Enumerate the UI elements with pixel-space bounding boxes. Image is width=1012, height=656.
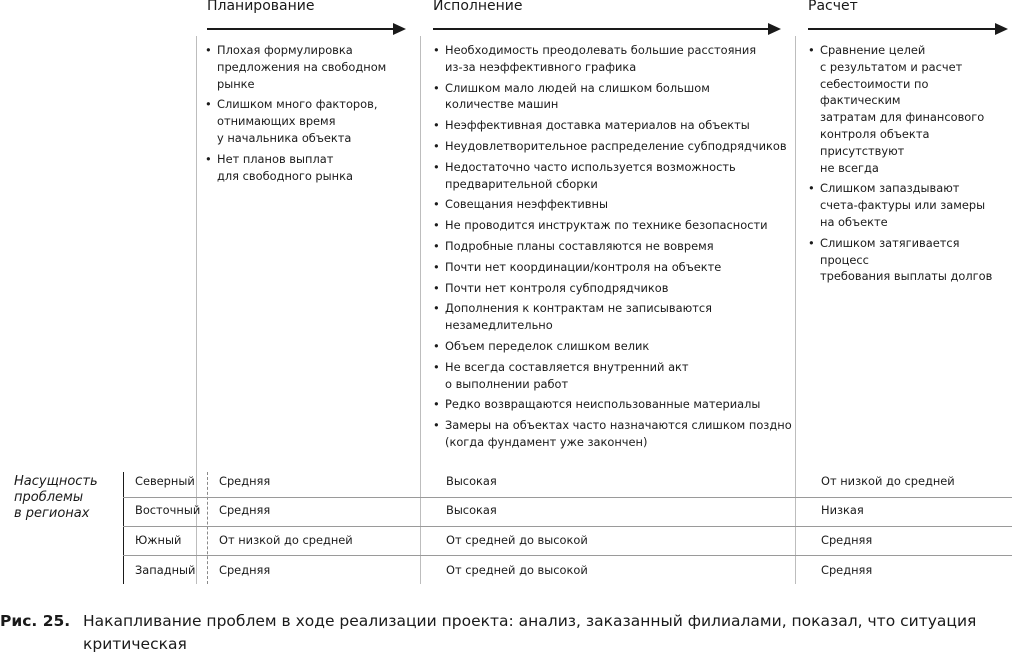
list-item: • Редко возвращаются неиспользованные материалы	[432, 396, 792, 413]
phase-arrow-execution-line	[433, 28, 768, 30]
row-divider	[123, 497, 1012, 498]
figure-caption-line1: Накапливание проблем в ходе реализации проекта: анализ, заказанный филиалами, показал, что ситуация	[83, 612, 977, 630]
urgency-planning: Средняя	[219, 474, 271, 488]
list-item: • Неэффективная доставка материалов на объекты	[432, 117, 792, 134]
column-separator	[420, 36, 421, 584]
problem-list-planning	[204, 42, 414, 188]
region-name: Восточный	[135, 503, 201, 517]
urgency-execution: Высокая	[446, 474, 497, 488]
list-item: • Почти нет контроля субподрядчиков	[432, 280, 792, 297]
row-divider	[123, 526, 1012, 527]
list-item: • Слишком мало людей на слишком большом количестве машин	[432, 80, 792, 114]
list-item: • Слишком много факторов, отнимающих время у начальника объекта	[204, 96, 414, 146]
urgency-execution: От средней до высокой	[446, 563, 588, 577]
table-row	[0, 533, 1012, 549]
list-item: • Слишком затягивается процесс требования выплаты долгов	[807, 235, 1012, 285]
urgency-planning: Средняя	[219, 503, 271, 517]
table-row	[0, 474, 1012, 490]
urgency-settlement: От низкой до средней	[821, 474, 955, 488]
list-item: • Недостаточно часто используется возможность предварительной сборки	[432, 159, 792, 193]
region-name: Южный	[135, 533, 182, 547]
urgency-execution: От средней до высокой	[446, 533, 588, 547]
table-row	[0, 563, 1012, 579]
phase-title-execution: Исполнение	[433, 0, 523, 14]
urgency-label: Насущность проблемы в регионах	[14, 474, 98, 521]
column-separator	[795, 36, 796, 584]
list-item: • Слишком запаздывают счета-фактуры или замеры на объекте	[807, 180, 1012, 230]
arrow-right-icon	[768, 23, 781, 35]
phase-arrow-planning-line	[207, 28, 393, 30]
urgency-execution: Высокая	[446, 503, 497, 517]
arrow-right-icon	[393, 23, 406, 35]
phase-arrow-settlement-line	[808, 28, 995, 30]
list-item: • Дополнения к контрактам не записываются незамедлительно	[432, 300, 792, 334]
list-item: • Подробные планы составляются не вовремя	[432, 238, 792, 255]
region-name: Западный	[135, 563, 196, 577]
problem-list-settlement	[807, 42, 1012, 289]
urgency-settlement: Низкая	[821, 503, 864, 517]
list-item: • Совещания неэффективны	[432, 196, 792, 213]
table-row	[0, 503, 1012, 519]
list-item: • Почти нет координации/контроля на объекте	[432, 259, 792, 276]
urgency-planning: Средняя	[219, 563, 271, 577]
list-item: • Нет планов выплат для свободного рынка	[204, 151, 414, 185]
list-item: • Не проводится инструктаж по технике безопасности	[432, 217, 792, 234]
figure-number: Рис. 25.	[0, 612, 71, 630]
arrow-right-icon	[995, 23, 1008, 35]
region-name: Северный	[135, 474, 195, 488]
list-item: • Не всегда составляется внутренний акт о выполнении работ	[432, 359, 792, 393]
problem-list-execution	[432, 42, 792, 455]
urgency-settlement: Средняя	[821, 563, 873, 577]
urgency-planning: От низкой до средней	[219, 533, 353, 547]
list-item: • Объем переделок слишком велик	[432, 338, 792, 355]
urgency-settlement: Средняя	[821, 533, 873, 547]
list-item: • Замеры на объектах часто назначаются слишком поздно (когда фундамент уже закончен)	[432, 417, 792, 451]
figure-caption-line2: критическая	[83, 635, 187, 653]
row-divider	[123, 555, 1012, 556]
list-item: • Неудовлетворительное распределение субподрядчиков	[432, 138, 792, 155]
list-item: • Необходимость преодолевать большие расстояния из-за неэффективного графика	[432, 42, 792, 76]
phase-title-settlement: Расчет	[808, 0, 858, 14]
phase-title-planning: Планирование	[207, 0, 315, 14]
list-item: • Сравнение целей с результатом и расчет себестоимости по фактическим затратам для финансового контроля объекта присутствуют не всегда	[807, 42, 1012, 176]
list-item: • Плохая формулировка предложения на свободном рынке	[204, 42, 414, 92]
column-separator	[196, 36, 197, 584]
